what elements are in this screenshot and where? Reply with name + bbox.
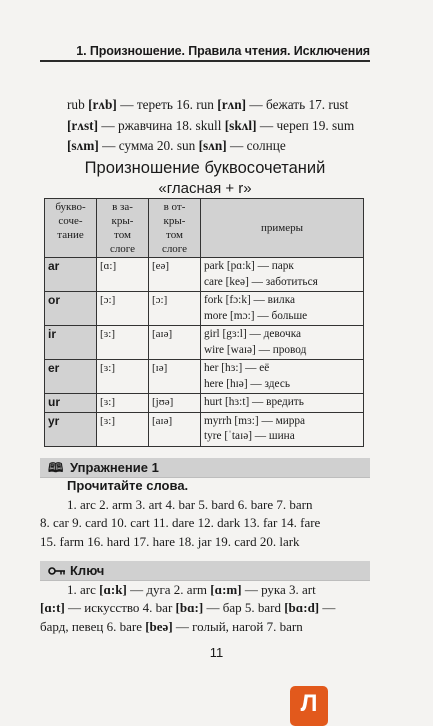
closed-cell: [ɑ:]: [97, 258, 149, 292]
running-header: 1. Произношение. Правила чтения. Исключения: [40, 44, 370, 62]
combo-cell: ir: [45, 326, 97, 360]
header-combo: букво- соче- тание: [45, 199, 97, 258]
intro-line: rub [rʌb] — тереть 16. run [rʌn] — бежать 17. rust: [67, 97, 349, 112]
page-number: 11: [209, 645, 224, 660]
open-cell: [eə]: [149, 258, 201, 292]
table-row: [45, 360, 364, 394]
open-cell: [aɪə]: [149, 326, 201, 360]
examples-cell: girl [gɜ:l] — девочка wire [waɪə] — провод: [201, 326, 364, 360]
examples-cell: fork [fɔ:k] — вилка more [mɔ:] — больше: [201, 292, 364, 326]
closed-cell: [ɜ:]: [97, 394, 149, 413]
combo-cell: yr: [45, 412, 97, 446]
table-row: [45, 394, 364, 413]
combo-cell: ar: [45, 258, 97, 292]
closed-cell: [ɜ:]: [97, 360, 149, 394]
examples-cell: park [pɑ:k] — парк care [keə] — заботиться: [201, 258, 364, 292]
exercise-title: Упражнение 1: [70, 460, 159, 475]
closed-cell: [ɔ:]: [97, 292, 149, 326]
key-header: [40, 561, 370, 581]
exercise-instruction: Прочитайте слова.: [67, 478, 189, 493]
answer-line: 1. arc [ɑ:k] — дуга 2. arm [ɑ:m] — рука 3. art: [67, 582, 316, 597]
publisher-logo: Л: [290, 686, 328, 726]
table-header-row: [45, 199, 364, 258]
book-icon: 🕮︎: [48, 460, 64, 475]
table-row: [45, 258, 364, 292]
word-line: 8. car 9. card 10. cart 11. dare 12. dark 13. far 14. fare: [40, 515, 321, 531]
header-open-syllable: в от- кры- том слоге: [149, 199, 201, 258]
pronunciation-table: [44, 198, 364, 447]
key-title: Ключ: [70, 563, 105, 578]
section-subtitle: «гласная + r»: [158, 180, 252, 197]
answer-line: бард, певец 6. bare [beə] — голый, нагой 7. barn: [40, 618, 303, 634]
header-closed-syllable: в за- кры- том слоге: [97, 199, 149, 258]
key-icon: [48, 561, 66, 580]
open-cell: [ɪə]: [149, 360, 201, 394]
open-cell: [ɔ:]: [149, 292, 201, 326]
combo-cell: or: [45, 292, 97, 326]
examples-cell: her [hɜ:] — её here [hɪə] — здесь: [201, 360, 364, 394]
open-cell: [jʊə]: [149, 394, 201, 413]
combo-cell: er: [45, 360, 97, 394]
examples-cell: hurt [hɜ:t] — вредить: [201, 394, 364, 413]
examples-cell: myrrh [mɜ:] — мирра tyre [ˈtaɪə] — шина: [201, 412, 364, 446]
word-line: 1. arc 2. arm 3. art 4. bar 5. bard 6. bare 7. barn: [67, 497, 313, 512]
intro-line: [rʌst] — ржавчина 18. skull [skʌl] — череп 19. sum: [67, 117, 355, 133]
key-answers: [40, 581, 370, 636]
intro-text: [67, 95, 377, 157]
word-line: 15. farm 16. hard 17. hare 18. jar 19. card 20. lark: [40, 533, 300, 549]
header-examples: примеры: [201, 199, 364, 258]
table-row: [45, 412, 364, 446]
exercise-header: [40, 458, 370, 478]
intro-line: [sʌm] — сумма 20. sun [sʌn] — солнце: [67, 138, 286, 153]
open-cell: [aɪə]: [149, 412, 201, 446]
table-row: [45, 326, 364, 360]
section-title: Произношение буквосочетаний: [84, 159, 326, 177]
closed-cell: [ɜ:]: [97, 326, 149, 360]
answer-line: [ɑ:t] — искусство 4. bar [bɑ:] — бар 5. bard [bɑ:d] —: [40, 600, 336, 616]
exercise-words: [40, 496, 370, 551]
combo-cell: ur: [45, 394, 97, 413]
closed-cell: [ɜ:]: [97, 412, 149, 446]
table-row: [45, 292, 364, 326]
